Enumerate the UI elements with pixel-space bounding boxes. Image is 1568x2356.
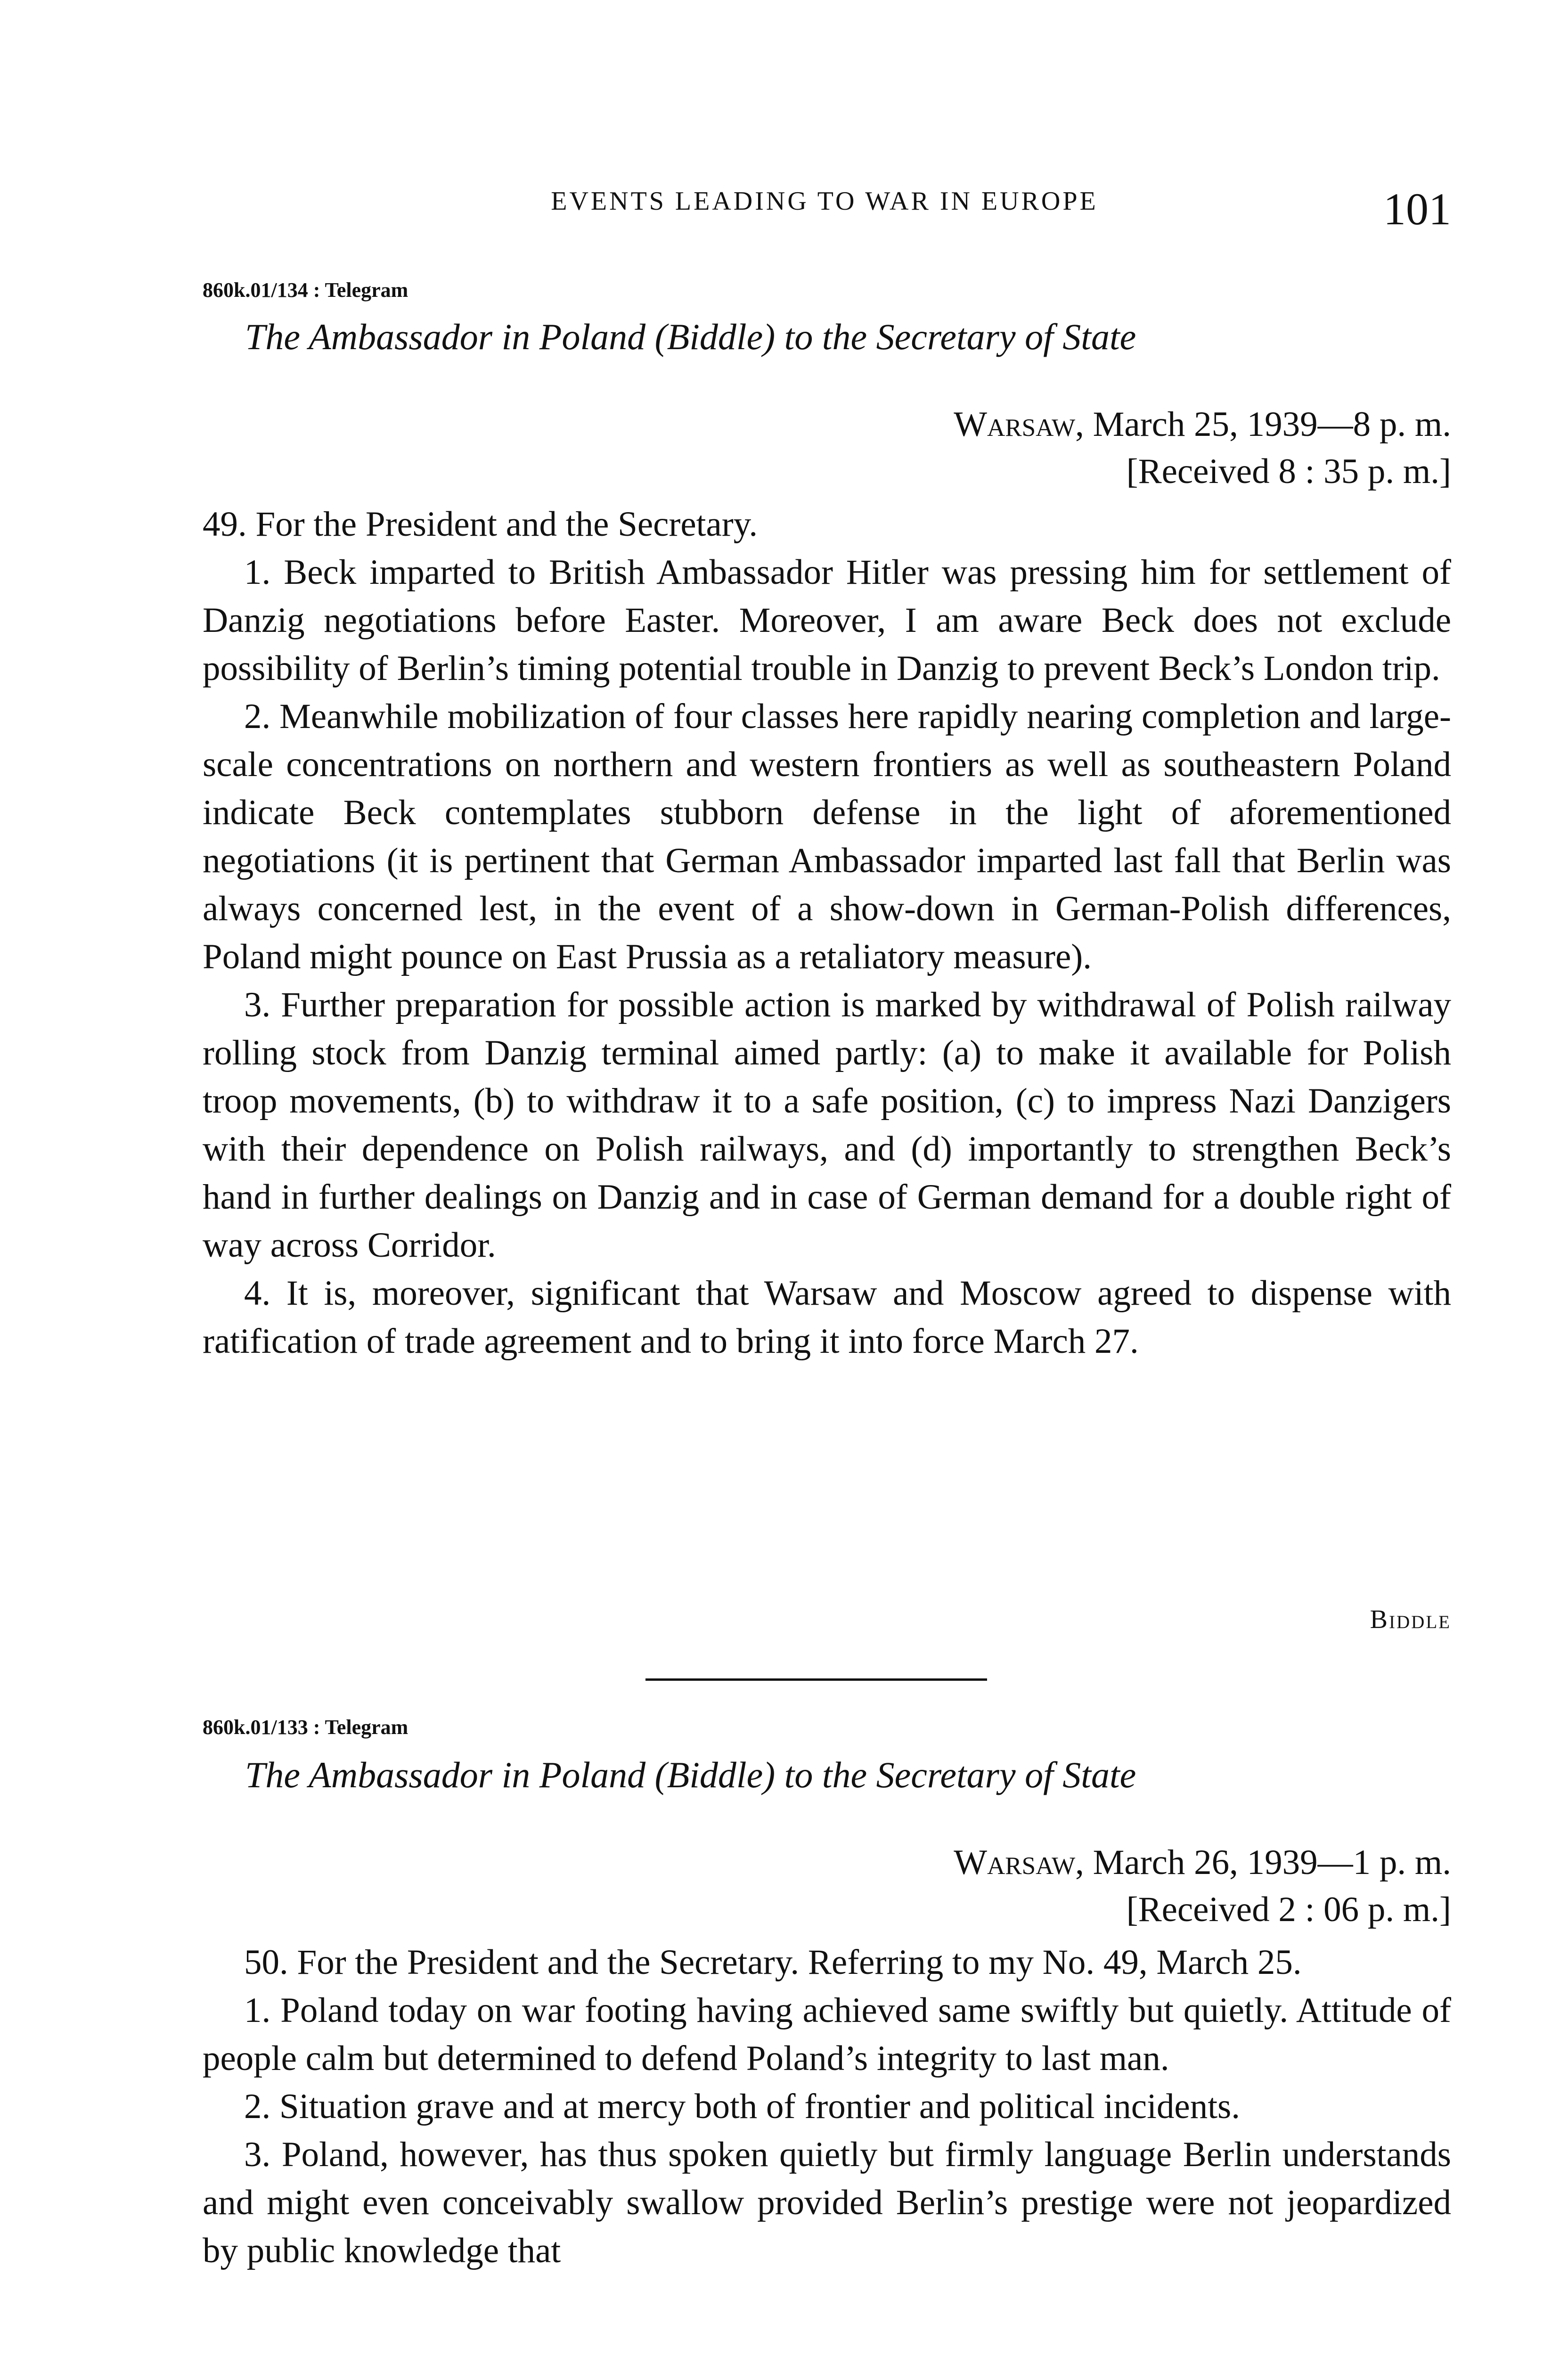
page-number: 101 [1383, 184, 1451, 234]
dateline [954, 404, 1451, 445]
paragraph: 2. Situation grave and at mercy both of frontier and political incidents. [244, 2087, 1240, 2126]
paragraph: 4. It is, moreover, significant that Warsaw and Moscow agreed to dispense with ratification of trade agreement and to bring it into force March 27. [203, 1274, 1451, 1361]
telegram-body [203, 1939, 1451, 2275]
received-time: [Received 2 : 06 p. m.] [1126, 1890, 1451, 1929]
dateline-date: , March 25, 1939—8 p. m. [1075, 405, 1451, 444]
paragraph: 3. Poland, however, has thus spoken quietly but firmly language Berlin understands and might even conceivably swallow provided Berlin’s prestige were not jeopardized by public knowledge that [203, 2135, 1451, 2270]
paragraph: 49. For the President and the Secretary. [203, 505, 758, 544]
document-title: The Ambassador in Poland (Biddle) to the Secretary of State [245, 316, 1136, 357]
section-divider [645, 1678, 987, 1681]
paragraph: 1. Poland today on war footing having achieved same swiftly but quietly. Attitude of people calm but determined to defend Poland’s integrity to last man. [203, 1991, 1451, 2078]
dateline-place: Warsaw [954, 1843, 1076, 1882]
telegram-body [203, 500, 1451, 1366]
signature: Biddle [1370, 1605, 1451, 1634]
document-title: The Ambassador in Poland (Biddle) to the Secretary of State [245, 1754, 1136, 1795]
file-reference: 860k.01/133 : Telegram [203, 1716, 408, 1739]
paragraph: 2. Meanwhile mobilization of four classes here rapidly nearing completion and large-scale concentrations on northern and western frontiers as well as southeastern Poland indicate Beck contemplates stubborn defense in the light of aforementioned negotiations (it is pertinent that German Ambassador imparted last fall that Berlin was always concerned lest, in the event of a show-down in German-Polish differences, Poland might pounce on East Prussia as a retaliatory measure). [203, 697, 1451, 976]
received-time: [Received 8 : 35 p. m.] [1126, 452, 1451, 491]
paragraph: 3. Further preparation for possible action is marked by withdrawal of Polish railway rolling stock from Danzig terminal aimed partly: (a) to make it available for Polish troop movements, (b) to withdraw it to a safe position, (c) to impress Nazi Danzigers with their dependence on Polish railways, and (d) importantly to strengthen Beck’s hand in further dealings on Danzig and in case of German demand for a double right of way across Corridor. [203, 985, 1451, 1265]
running-head: EVENTS LEADING TO WAR IN EUROPE [551, 187, 1098, 216]
dateline [954, 1842, 1451, 1883]
dateline-date: , March 26, 1939—1 p. m. [1075, 1843, 1451, 1882]
dateline-place: Warsaw [954, 405, 1076, 444]
paragraph: 50. For the President and the Secretary. Referring to my No. 49, March 25. [244, 1943, 1302, 1982]
file-reference: 860k.01/134 : Telegram [203, 278, 408, 302]
paragraph: 1. Beck imparted to British Ambassador Hitler was pressing him for settlement of Danzig negotiations before Easter. Moreover, I am aware Beck does not exclude possibility of Berlin’s timing potential trouble in Danzig to prevent Beck’s London trip. [203, 553, 1451, 688]
